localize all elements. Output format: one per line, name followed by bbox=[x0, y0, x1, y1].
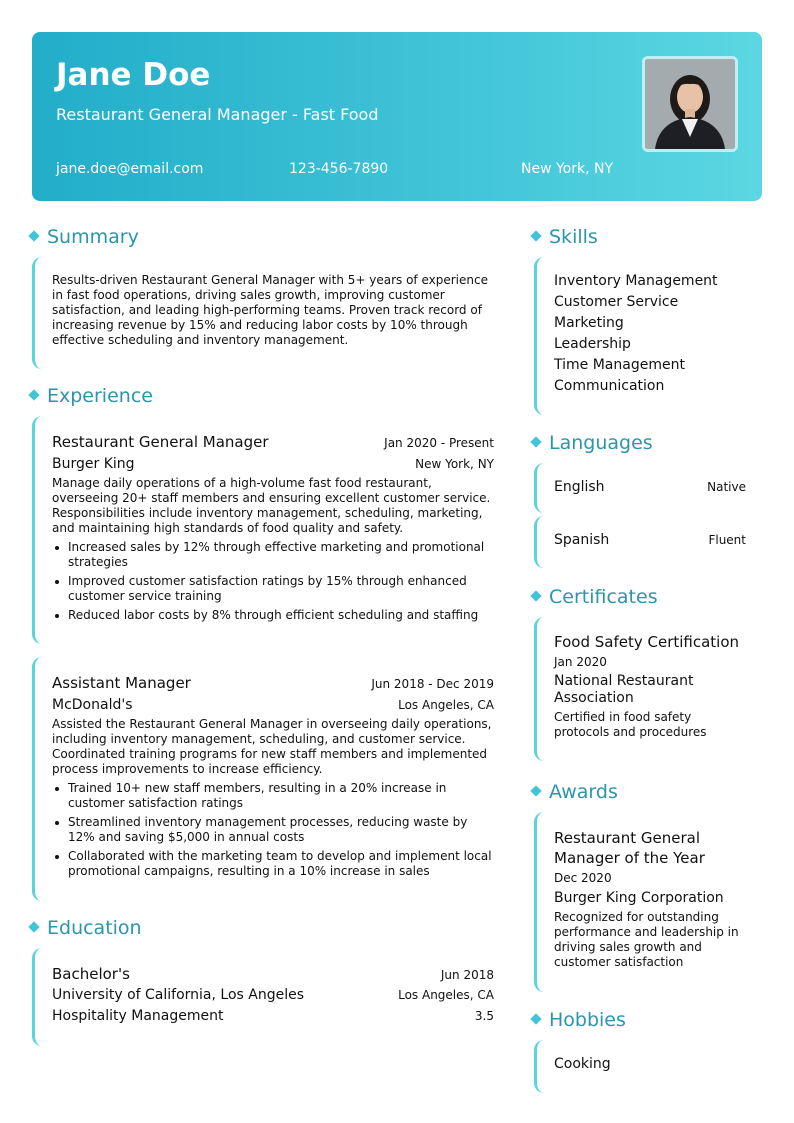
achievement-item: Trained 10+ new staff members, resulting in a 20% increase in customer satisfaction ratings bbox=[52, 781, 494, 811]
certificate-name: Food Safety Certification bbox=[554, 633, 740, 651]
job-title: Assistant Manager bbox=[52, 674, 191, 692]
gpa: 3.5 bbox=[474, 1009, 494, 1023]
skill-item: Communication bbox=[554, 378, 665, 394]
diamond-icon bbox=[530, 230, 541, 241]
award-card bbox=[534, 812, 746, 992]
job-description: Manage daily operations of a high-volume fast food restaurant, overseeing 20+ staff members and ensuring excellent customer service. Responsibilities include inventory management, scheduling, marketing, and maintaining high standards of food quality and safety. bbox=[52, 476, 491, 535]
certificate-issuer: National Restaurant Association bbox=[554, 673, 694, 706]
achievement-item: Increased sales by 12% through effective marketing and promotional strategies bbox=[52, 540, 494, 570]
summary-card bbox=[32, 257, 494, 369]
job-title: Restaurant General Manager bbox=[52, 433, 269, 451]
section-awards-title: Awards bbox=[532, 780, 618, 804]
job-dates: Jun 2018 - Dec 2019 bbox=[371, 677, 494, 691]
skill-item: Leadership bbox=[554, 336, 631, 352]
school-name: University of California, Los Angeles bbox=[52, 987, 305, 1003]
diamond-icon bbox=[28, 389, 39, 400]
language-item bbox=[534, 516, 746, 568]
section-summary-title: Summary bbox=[30, 225, 139, 249]
skills-card bbox=[534, 257, 762, 415]
diamond-icon bbox=[530, 1013, 541, 1024]
award-issuer: Burger King Corporation bbox=[554, 890, 724, 906]
section-skills-title: Skills bbox=[532, 225, 598, 249]
candidate-name: Jane Doe bbox=[56, 57, 211, 93]
company-name: Burger King bbox=[52, 456, 135, 472]
diamond-icon bbox=[28, 230, 39, 241]
certificate-card bbox=[534, 617, 746, 761]
diamond-icon bbox=[28, 921, 39, 932]
achievement-item: Reduced labor costs by 8% through efficient scheduling and staffing bbox=[52, 608, 494, 623]
hobbies-card bbox=[534, 1040, 746, 1093]
experience-item bbox=[32, 657, 494, 901]
section-hobbies-title: Hobbies bbox=[532, 1008, 626, 1032]
person-photo-icon bbox=[645, 59, 735, 149]
resume-header bbox=[32, 32, 762, 201]
job-description: Assisted the Restaurant General Manager in overseeing daily operations, including inventory management, scheduling, and customer service. Coordinated training programs for new staff members and implemented process improvements to increase efficiency. bbox=[52, 717, 492, 776]
education-date: Jun 2018 bbox=[440, 968, 494, 982]
hobby-item: Cooking bbox=[554, 1056, 611, 1072]
certificate-date: Jan 2020 bbox=[554, 655, 607, 669]
skill-item: Customer Service bbox=[554, 294, 679, 310]
job-dates: Jan 2020 - Present bbox=[384, 436, 494, 450]
diamond-icon bbox=[530, 436, 541, 447]
contact-phone[interactable]: 123-456-7890 bbox=[289, 161, 389, 177]
section-languages-title: Languages bbox=[532, 431, 653, 455]
language-name: English bbox=[554, 479, 605, 495]
school-location: Los Angeles, CA bbox=[398, 988, 494, 1002]
experience-item bbox=[32, 416, 494, 644]
certificate-description: Certified in food safety protocols and procedures bbox=[554, 710, 707, 739]
award-description: Recognized for outstanding performance and leadership in driving sales growth and customer satisfaction bbox=[554, 910, 739, 969]
company-name: McDonald's bbox=[52, 697, 133, 713]
language-level: Fluent bbox=[708, 533, 746, 547]
achievement-item: Streamlined inventory management processes, reducing waste by 12% and saving $5,000 in annual costs bbox=[52, 815, 494, 845]
candidate-role: Restaurant General Manager - Fast Food bbox=[56, 105, 379, 124]
contact-location: New York, NY bbox=[521, 161, 614, 177]
section-certificates-title: Certificates bbox=[532, 585, 658, 609]
education-card bbox=[32, 948, 494, 1046]
achievement-item: Collaborated with the marketing team to develop and implement local promotional campaigns, resulting in a 10% increase in sales bbox=[52, 849, 494, 879]
skill-item: Time Management bbox=[554, 357, 685, 373]
award-date: Dec 2020 bbox=[554, 871, 612, 885]
skill-item: Inventory Management bbox=[554, 273, 718, 289]
achievement-list bbox=[52, 540, 494, 623]
achievement-item: Improved customer satisfaction ratings by 15% through enhanced customer service training bbox=[52, 574, 494, 604]
field-of-study: Hospitality Management bbox=[52, 1008, 224, 1024]
job-location: New York, NY bbox=[415, 457, 494, 471]
profile-photo bbox=[642, 56, 738, 152]
language-name: Spanish bbox=[554, 532, 610, 548]
section-education-title: Education bbox=[30, 916, 142, 940]
degree: Bachelor's bbox=[52, 965, 130, 983]
language-item bbox=[534, 463, 746, 513]
diamond-icon bbox=[530, 590, 541, 601]
achievement-list bbox=[52, 781, 494, 879]
skill-item: Marketing bbox=[554, 315, 624, 331]
language-level: Native bbox=[707, 480, 746, 494]
summary-text: Results-driven Restaurant General Manager with 5+ years of experience in fast food operations, driving sales growth, improving customer satisfaction, and leading high-performing teams. Proven track record of increasing revenue by 15% and reducing labor costs by 10% through effective scheduling and inventory management. bbox=[52, 273, 488, 347]
award-name: Restaurant General Manager of the Year bbox=[554, 829, 705, 867]
section-experience-title: Experience bbox=[30, 384, 153, 408]
job-location: Los Angeles, CA bbox=[398, 698, 494, 712]
contact-email[interactable]: jane.doe@email.com bbox=[56, 161, 204, 177]
diamond-icon bbox=[530, 785, 541, 796]
